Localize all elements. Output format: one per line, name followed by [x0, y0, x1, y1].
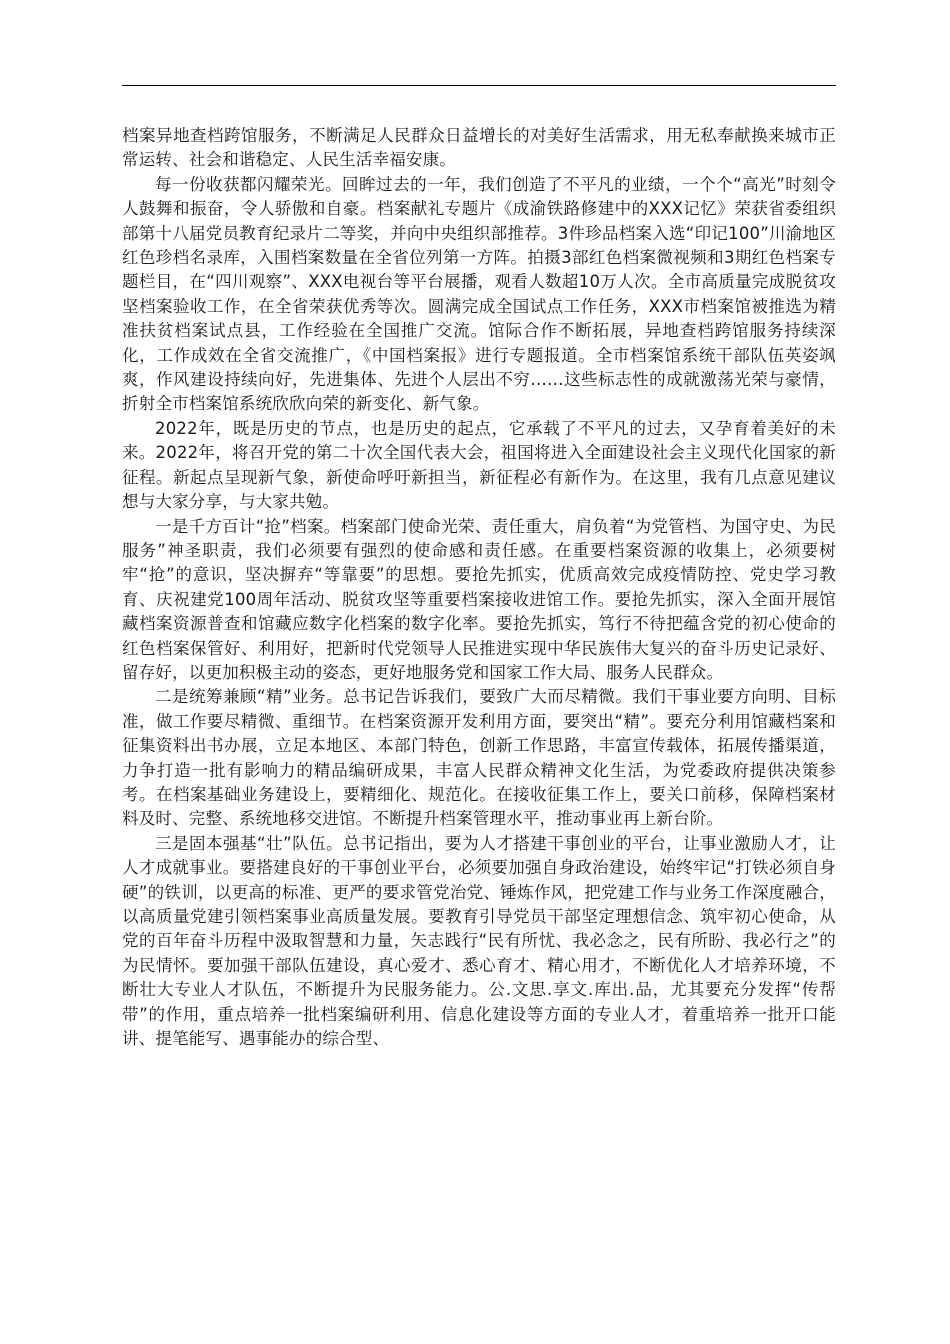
body-text	[122, 124, 836, 1051]
paragraph-continuation: 档案异地查档跨馆服务，不断满足人民群众日益增长的对美好生活需求，用无私奉献换来城市正常运转、社会和谐稳定、人民生活幸福安康。	[122, 126, 836, 170]
paragraph-achievements: 每一份收获都闪耀荣光。回眸过去的一年，我们创造了不平凡的业绩，一个个“高光”时刻令人鼓舞和振奋，令人骄傲和自豪。档案献礼专题片《成渝铁路修建中的XXX记忆》荣获省委组织部第十八届党员教育纪录片二等奖，并向中央组织部推荐。3件珍品档案入选“印记100”川渝地区红色珍档名录库，入围档案数量在全省位列第一方阵。拍摄3部红色档案微视频和3期红色档案专题栏目，在“四川观察”、XXX电视台等平台展播，观看人数超10万人次。全市高质量完成脱贫攻坚档案验收工作，在全省荣获优秀等次。圆满完成全国试点工作任务，XXX市档案馆被推选为精准扶贫档案试点县，工作经验在全国推广交流。馆际合作不断拓展，异地查档跨馆服务持续深化，工作成效在全省交流推广，《中国档案报》进行专题报道。全市档案馆系统干部队伍英姿飒爽，作风建设持续向好，先进集体、先进个人层出不穷……这些标志性的成就激荡光荣与豪情，折射全市档案馆系统欣欣向荣的新变化、新气象。	[122, 174, 836, 414]
paragraph-point-one: 一是千方百计“抢”档案。档案部门使命光荣、责任重大，肩负着“为党管档、为国守史、为民服务”神圣职责，我们必须要有强烈的使命感和责任感。在重要档案资源的收集上，必须要树牢“抢”的意识，坚决摒弃“等靠要”的思想。要抢先抓实，优质高效完成疫情防控、党史学习教育、庆祝建党100周年活动、脱贫攻坚等重要档案接收进馆工作。要抢先抓实，深入全面开展馆藏档案资源普查和馆藏应数字化档案的数字化率。要抢先抓实，笃行不待把蕴含党的初心使命的红色档案保管好、利用好，把新时代党领导人民推进实现中华民族伟大复兴的奋斗历史记录好、留存好，以更加积极主动的姿态，更好地服务党和国家工作大局、服务人民群众。	[122, 516, 836, 682]
paragraph-2022-outlook: 2022年，既是历史的节点，也是历史的起点，它承载了不平凡的过去，又孕育着美好的未来。2022年，将召开党的第二十次全国代表大会，祖国将进入全面建设社会主义现代化国家的新征程。新起点呈现新气象，新使命呼吁新担当，新征程必有新作为。在这里，我有几点意见建议想与大家分享，与大家共勉。	[122, 418, 836, 512]
paragraph-point-three: 三是固本强基“壮”队伍。总书记指出，要为人才搭建干事创业的平台，让事业激励人才，让人才成就事业。要搭建良好的干事创业平台，必须要加强自身政治建设，始终牢记“打铁必须自身硬”的铁训，以更高的标准、更严的要求管党治党、锤炼作风，把党建工作与业务工作深度融合，以高质量党建引领档案事业高质量发展。要教育引导党员干部坚定理想信念、筑牢初心使命，从党的百年奋斗历程中汲取智慧和力量，矢志践行“民有所忧、我必念之，民有所盼、我必行之”的为民情怀。要加强干部队伍建设，真心爱才、悉心育才、精心用才，不断优化人才培养环境，不断壮大专业人才队伍，不断提升为民服务能力。公.文思.享文.库出.品，尤其要充分发挥“传帮带”的作用，重点培养一批档案编研利用、信息化建设等方面的专业人才，着重培养一批开口能讲、提笔能写、遇事能办的综合型、	[122, 833, 836, 1049]
header-rule	[122, 85, 836, 86]
paragraph-point-two: 二是统筹兼顾“精”业务。总书记告诉我们，要致广大而尽精微。我们干事业要方向明、目标准，做工作要尽精微、重细节。在档案资源开发利用方面，要突出“精”。要充分利用馆藏档案和征集资料出书办展，立足本地区、本部门特色，创新工作思路，丰富宣传载体，拓展传播渠道，力争打造一批有影响力的精品编研成果，丰富人民群众精神文化生活，为党委政府提供决策参考。在档案基础业务建设上，要精细化、规范化。在接收征集工作上，要关口前移，保障档案材料及时、完整、系统地移交进馆。不断提升档案管理水平，推动事业再上新台阶。	[122, 687, 836, 829]
